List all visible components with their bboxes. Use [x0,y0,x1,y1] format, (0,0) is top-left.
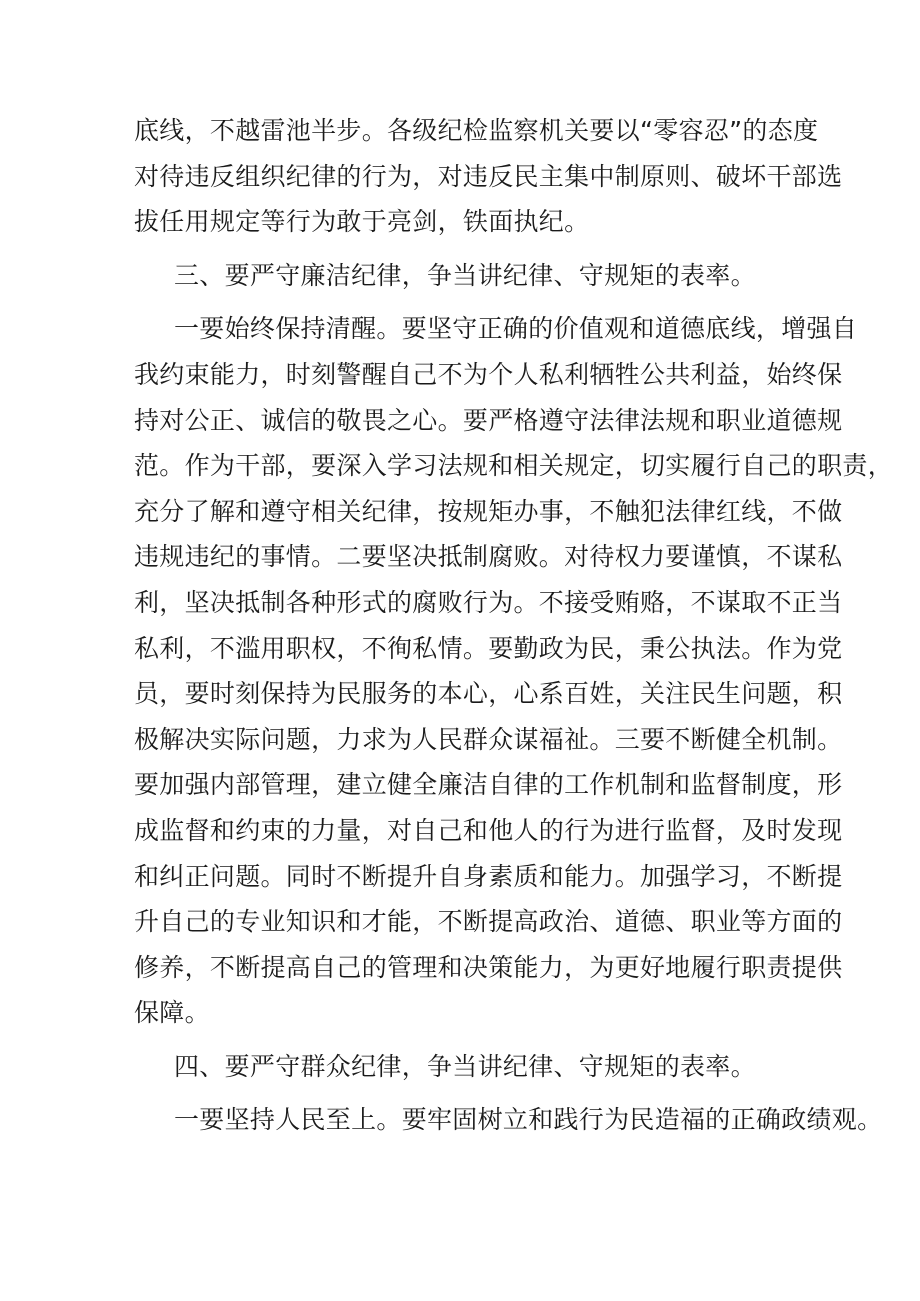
text-line: 持对公正、诚信的敬畏之心。要严格遵守法律法规和职业道德规 [134,405,843,435]
document-body [134,108,894,1143]
text-line: 底线，不越雷池半步。各级纪检监察机关要以“零容忍”的态度 [134,116,819,145]
text-line: 升自己的专业知识和才能，不断提高政治、道德、职业等方面的 [134,907,843,937]
text-line: 利，坚决抵制各种形式的腐败行为。不接受贿赂，不谋取不正当 [134,587,843,617]
text-line: 保障。 [134,998,210,1028]
text-line: 我约束能力，时刻警醒自己不为个人私利牺牲公共利益，始终保 [134,359,843,389]
text-line: 范。作为干部，要深入学习法规和相关规定，切实履行自己的职责， [134,451,894,481]
text-line: 一要始终保持清醒。要坚守正确的价值观和道德底线，增强自 [174,314,858,344]
text-line: 一要坚持人民至上。要牢固树立和践行为民造福的正确政绩观。 [174,1105,883,1135]
text-line: 成监督和约束的力量，对自己和他人的行为进行监督，及时发现 [134,815,843,845]
text-line: 私利，不滥用职权，不徇私情。要勤政为民，秉公执法。作为党 [134,633,843,663]
text-line: 拔任用规定等行为敢于亮剑，铁面执纪。 [134,207,590,237]
text-line: 极解决实际问题，力求为人民群众谋福祉。三要不断健全机制。 [134,724,843,754]
text-line: 要加强内部管理，建立健全廉洁自律的工作机制和监督制度，形 [134,770,843,800]
text-line: 和纠正问题。同时不断提升自身素质和能力。加强学习，不断提 [134,861,843,891]
text-line: 修养，不断提高自己的管理和决策能力，为更好地履行职责提供 [134,952,843,982]
section-heading-3: 三、要严守廉洁纪律，争当讲纪律、守规矩的表率。 [174,260,756,290]
text-line: 充分了解和遵守相关纪律，按规矩办事，不触犯法律红线，不做 [134,496,843,526]
text-line: 员，要时刻保持为民服务的本心，心系百姓，关注民生问题，积 [134,679,843,709]
text-line: 违规违纪的事情。二要坚决抵制腐败。对待权力要谨慎，不谋私 [134,542,843,572]
text-line: 对待违反组织纪律的行为，对违反民主集中制原则、破坏干部选 [134,161,843,191]
section-heading-4: 四、要严守群众纪律，争当讲纪律、守规矩的表率。 [174,1051,756,1081]
